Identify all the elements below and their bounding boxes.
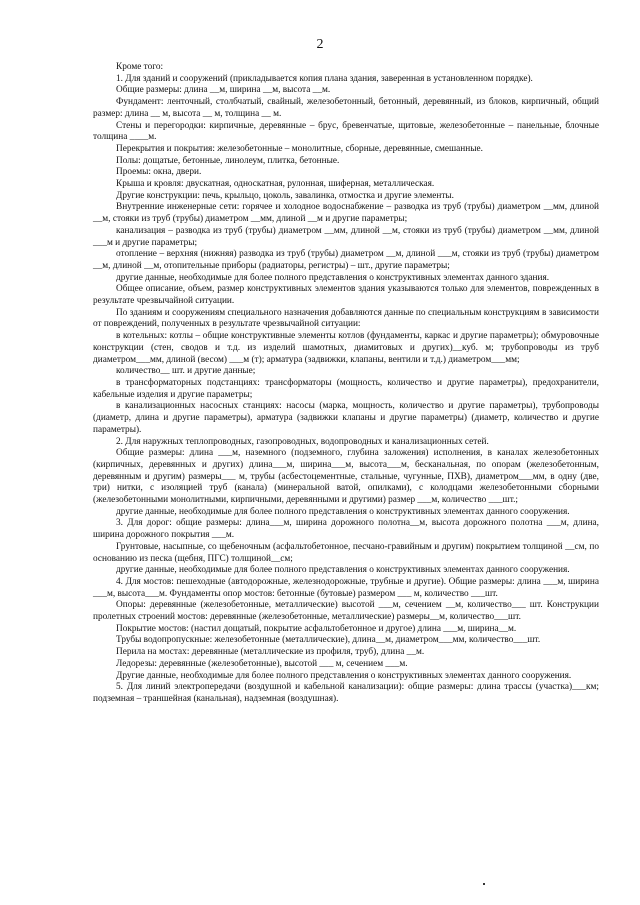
paragraph-power-lines: 5. Для линий электропередачи (воздушной и кабельной канализации): общие размеры: длина трассы (участка)___км; подземная – траншейная (канальная), надземная (воздушная). — [93, 682, 599, 704]
paragraph-road-surface: Грунтовые, насыпные, со щебеночным (асфальтобетонное, песчано-гравийным и другим) покрытием толщиной __см, по основанию из песка (щебня, ПГС) толщиной__см; — [93, 541, 599, 564]
paragraph-foundation: Фундамент: ленточный, столбчатый, свайный, железобетонный, бетонный, деревянный, из блоков, кирпичный, общий размер: длина __ м, высота __ м, толщина __ м. — [93, 97, 599, 119]
paragraph-intro: Кроме того: — [116, 62, 164, 72]
paragraph-other-data-building: другие данные, необходимые для более полного представления о конструктивных элементах данного здания. — [116, 272, 550, 283]
paragraph-heating: отопление – верхняя (нижняя) разводка из труб (трубы) диаметром __м, длиной ___м, стояки из труб (трубы) диаметром __м, длиной __м, отопительные приборы (радиаторы, регистры) – шт., другие параметры; — [93, 249, 599, 271]
paragraph-general-description: Общее описание, объем, размер конструктивных элементов здания указываются только для элементов, поврежденных в результате чрезвычайной ситуации. — [93, 284, 599, 307]
paragraph-bridges: 4. Для мостов: пешеходные (автодорожные, железнодорожные, трубные и другие). Общие размеры: длина ___м, ширина ___м, высота___м. Фундаменты опор мостов: бетонные (бутовые) размером ___ м, количество ___шт. — [93, 576, 599, 599]
paragraph-culverts: Трубы водопропускные: железобетонные (металлические), длина__м, диаметром___мм, количество___шт. — [116, 635, 541, 646]
paragraph-roads: 3. Для дорог: общие размеры: длина___м, ширина дорожного полотна__м, высота дорожного полотна ___м, длина, ширина дорожного покрытия ___м. — [93, 518, 599, 541]
document-body — [93, 62, 599, 706]
paragraph-boiler-rooms: в котельных: котлы – общие конструктивные элементы котлов (фундаменты, каркас и другие параметры); обмуровочные конструкции (стен, сводов и т.д. из изделий шамотных, диамитовых и других)__куб. м; трубопроводы из труб диаметром___мм, длиной (весом) ___м (т); арматура (задвижки, клапаны, вентили и т.д.) диаметром___мм; — [93, 331, 599, 365]
paragraph-building-dimensions: Общие размеры: длина __м, ширина __м, высота __м. — [116, 85, 331, 96]
paragraph-icebreakers: Ледорезы: деревянные (железобетонные), высотой ___ м, сечением ___м. — [116, 658, 408, 669]
paragraph-roof: Крыша и кровля: двускатная, односкатная, рулонная, шиферная, металлическая. — [116, 179, 435, 190]
paragraph-quantity: количество__ шт. и другие данные; — [116, 366, 256, 377]
paragraph-other-data-networks: другие данные, необходимые для более полного представления о конструктивных элементах данного сооружения. — [116, 506, 570, 517]
paragraph-bridge-deck: Покрытие мостов: (настил дощатый, покрытие асфальтобетонное и другое) длина ___м, ширина__м. — [116, 623, 517, 634]
paragraph-other-structures: Другие конструкции: печь, крыльцо, цоколь, завалинка, отмостка и другие элементы. — [116, 190, 455, 201]
paragraph-bridge-supports: Опоры: деревянные (железобетонные, металлические) высотой ___м, сечением __м, количество___ шт. Конструкции пролетных строений мостов: деревянные (железобетонные, металлические) размеры__м, количество___шт. — [93, 600, 599, 623]
page-number: 2 — [316, 37, 324, 52]
paragraph-water-supply: Внутренние инженерные сети: горячее и холодное водоснабжение – разводка из труб (трубы) диаметром __мм, длиной __м, стояки из труб (трубы) диаметром __мм, длиной __м и другие параметры; — [93, 202, 599, 225]
paragraph-buildings: 1. Для зданий и сооружений (прикладывается копия плана здания, заверенная в установленном порядке). — [116, 73, 533, 84]
paragraph-walls: Стены и перегородки: кирпичные, деревянные – брус, бревенчатые, щитовые, железобетонные – панельные, блочные толщина ____м. — [93, 120, 599, 143]
paragraph-pumping-stations: в канализационных насосных станциях: насосы (марка, мощность, количество и другие параметры), трубопроводы (диаметр, длина и другие параметры), арматура (задвижки клапаны и другие параметры) (диаметр, количество и другие параметры). — [93, 401, 599, 435]
paragraph-transformer-substations: в трансформаторных подстанциях: трансформаторы (мощность, количество и другие параметры), предохранители, кабельные изделия и другие параметры; — [93, 377, 599, 400]
paragraph-sewerage: канализация – разводка из труб (трубы) диаметром __мм, длиной __м, стояки из труб (трубы) диаметром __мм, длиной ___м и другие параметры; — [93, 225, 599, 248]
paragraph-other-data-roads: другие данные, необходимые для более полного представления о конструктивных элементах данного сооружения. — [116, 565, 570, 576]
paragraph-floors-ceilings: Перекрытия и покрытия: железобетонные – монолитные, сборные, деревянные, смешанные. — [116, 143, 483, 154]
paragraph-railings: Перила на мостах: деревянные (металлические из профиля, труб), длина __м. — [116, 647, 425, 658]
paragraph-networks: 2. Для наружных теплопроводных, газопроводных, водопроводных и канализационных сетей. — [116, 436, 489, 447]
paragraph-networks-dimensions: Общие размеры: длина ___м, наземного (подземного, глубина заложения) исполнения, в каналах железобетонных (кирпичных, деревянных и других) длина___м, ширина___м, высота___м, бесканальная, по опорам (железобетонным, деревянным и другим) размеры___ м, трубы (асбестоцементные, стальные, чугунные, ПХВ), диаметром___мм, в одну (две, три) нитки, с изоляцией труб (канала) (минеральной ватой, опилками), с колодцами железобетонными сборными (железобетонными монолитными, кирпичными, деревянными и другими) размер ___м, количество ___шт.; — [93, 448, 599, 506]
paragraph-floors: Полы: дощатые, бетонные, линолеум, плитка, бетонные. — [116, 155, 340, 166]
paragraph-special-buildings: По зданиям и сооружениям специального назначения добавляются данные по специальным конструкциям в зависимости от повреждений, полученных в результате чрезвычайной ситуации: — [93, 307, 599, 330]
paragraph-other-data-bridges: Другие данные, необходимые для более полного представления о конструктивных элементах данного сооружения. — [116, 670, 572, 681]
paragraph-openings: Проемы: окна, двери. — [116, 167, 202, 178]
scan-speck — [483, 883, 485, 885]
